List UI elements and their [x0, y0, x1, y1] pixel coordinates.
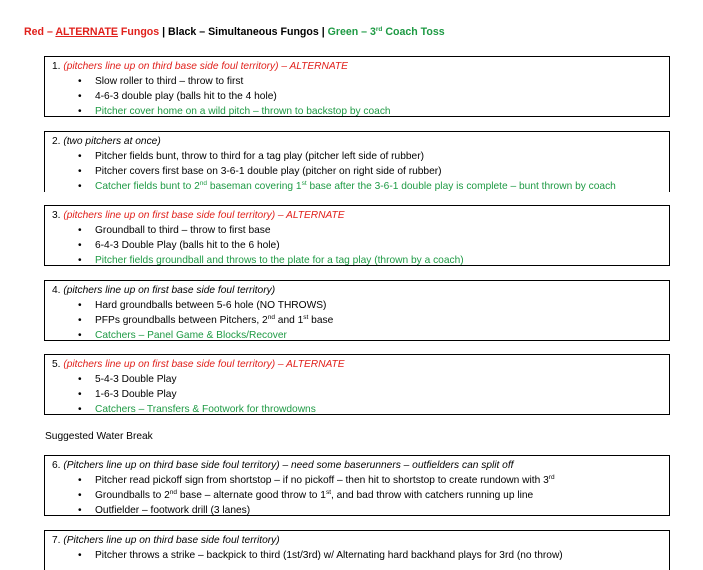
drill-item-text: 6-4-3 Double Play (balls hit to the 6 hole)	[95, 240, 280, 251]
drill-heading	[52, 208, 669, 223]
drill-item-text: and 1	[274, 315, 304, 326]
drill-item-text: baseman covering 1	[207, 181, 302, 192]
drill-item-text: base after the 3-6-1 double play is complete – bunt thrown by coach	[306, 181, 616, 192]
drill-item	[52, 488, 669, 503]
water-break-note: Suggested Water Break	[45, 431, 153, 442]
drill-item	[52, 387, 669, 402]
legend-green-post: Coach Toss	[382, 26, 445, 38]
legend-separator-2: |	[318, 26, 328, 38]
drill-number: 3.	[52, 210, 64, 221]
drill-item-text: Catcher fields bunt to 2	[95, 181, 200, 192]
bullet-icon: •	[78, 240, 82, 251]
legend-red-suffix: Fungos	[117, 26, 160, 38]
bullet-icon: •	[78, 330, 82, 341]
drill-item-list	[52, 74, 669, 117]
drill-item-text: 4-6-3 double play (balls hit to the 4 hole)	[95, 91, 277, 102]
drill-number: 6.	[52, 460, 64, 471]
drill-box-7	[44, 530, 670, 570]
drill-item	[52, 89, 669, 104]
drill-heading	[52, 533, 669, 548]
bullet-icon: •	[78, 91, 82, 102]
drill-box-1	[44, 56, 670, 117]
drill-item	[52, 313, 669, 328]
drill-item	[52, 104, 669, 117]
drill-item-text: 1-6-3 Double Play	[95, 389, 177, 400]
drill-item-text: base	[308, 315, 334, 326]
drill-item	[52, 238, 669, 253]
drill-item-list	[52, 223, 669, 266]
bullet-icon: •	[78, 300, 82, 311]
ordinal-suffix: nd	[199, 180, 207, 187]
ordinal-suffix: st	[301, 180, 307, 187]
drill-item	[52, 503, 669, 516]
drill-item-text: Catchers – Transfers & Footwork for throwdowns	[95, 404, 316, 415]
ordinal-suffix: nd	[169, 489, 177, 496]
bullet-icon: •	[78, 374, 82, 385]
ordinal-suffix: nd	[267, 314, 275, 321]
color-legend	[24, 26, 445, 38]
drill-item	[52, 74, 669, 89]
drill-item-text: 5-4-3 Double Play	[95, 374, 177, 385]
drill-item-text: Slow roller to third – throw to first	[95, 76, 244, 87]
drill-box-3	[44, 205, 670, 266]
drill-number: 1.	[52, 61, 64, 72]
bullet-icon: •	[78, 389, 82, 400]
bullet-icon: •	[78, 225, 82, 236]
drill-item-text: Pitcher throws a strike – backpick to third (1st/3rd) w/ Alternating hard backhand plays for 3rd (no throw)	[95, 550, 563, 561]
drill-item	[52, 298, 669, 313]
drill-item	[52, 253, 669, 266]
drill-item-text: PFPs groundballs between Pitchers, 2	[95, 315, 268, 326]
drill-item-list	[52, 298, 669, 341]
drill-heading-text: (pitchers line up on first base side foul territory)	[63, 285, 276, 296]
drill-item	[52, 548, 669, 563]
drill-heading	[52, 458, 669, 473]
drill-item	[52, 473, 669, 488]
bullet-icon: •	[78, 505, 82, 516]
ordinal-suffix: st	[325, 489, 332, 496]
drill-item-list	[52, 473, 669, 516]
drill-heading-text: (pitchers line up on third base side foul territory) – ALTERNATE	[63, 61, 348, 72]
drill-item	[52, 149, 669, 164]
bullet-icon: •	[78, 106, 82, 117]
drill-heading-text: (two pitchers at once)	[63, 136, 161, 147]
drill-item-text: Pitcher covers first base on 3-6-1 double play (pitcher on right side of rubber)	[95, 166, 442, 177]
bullet-icon: •	[78, 490, 82, 501]
drill-item-text: , and bad throw with catchers running up line	[331, 490, 534, 501]
drill-box-5	[44, 354, 670, 415]
drill-number: 4.	[52, 285, 64, 296]
drill-item-list	[52, 372, 669, 415]
drill-item-text: Outfielder – footwork drill (3 lanes)	[95, 505, 251, 516]
drill-item-text: Pitcher read pickoff sign from shortstop – if no pickoff – then hit to shortstop to create rundown with 3	[95, 475, 549, 486]
drill-box-4	[44, 280, 670, 341]
drill-box-6	[44, 455, 670, 516]
drill-item	[52, 223, 669, 238]
bullet-icon: •	[78, 550, 82, 561]
legend-red-alternate: ALTERNATE	[55, 26, 118, 38]
drill-item	[52, 372, 669, 387]
drill-heading-text: (pitchers line up on first base side foul territory) – ALTERNATE	[63, 359, 345, 370]
drill-number: 5.	[52, 359, 64, 370]
bullet-icon: •	[78, 475, 82, 486]
ordinal-suffix: rd	[548, 474, 555, 481]
drill-heading	[52, 134, 669, 149]
drill-item	[52, 328, 669, 341]
drill-heading	[52, 59, 669, 74]
legend-green-sup: rd	[375, 26, 383, 33]
drill-item-text: base – alternate good throw to 1	[177, 490, 326, 501]
bullet-icon: •	[78, 166, 82, 177]
drill-item	[52, 164, 669, 179]
drill-item-text: Pitcher fields groundball and throws to the plate for a tag play (thrown by a coach)	[95, 255, 464, 266]
drill-item-text: Pitcher fields bunt, throw to third for a tag play (pitcher left side of rubber)	[95, 151, 424, 162]
drill-item-text: Hard groundballs between 5-6 hole (NO THROWS)	[95, 300, 327, 311]
drill-item-text: Pitcher cover home on a wild pitch – thrown to backstop by coach	[95, 106, 391, 117]
bullet-icon: •	[78, 404, 82, 415]
drill-item	[52, 402, 669, 415]
bullet-icon: •	[78, 315, 82, 326]
bullet-icon: •	[78, 255, 82, 266]
drill-item-text: Catchers – Panel Game & Blocks/Recover	[95, 330, 287, 341]
legend-separator-1: |	[159, 26, 169, 38]
bullet-icon: •	[78, 76, 82, 87]
drill-number: 2.	[52, 136, 64, 147]
drill-heading-text: (Pitchers line up on third base side foul territory)	[63, 535, 280, 546]
drill-item-text: Groundballs to 2	[95, 490, 170, 501]
drill-heading	[52, 357, 669, 372]
drill-heading-text: (pitchers line up on first base side foul territory) – ALTERNATE	[63, 210, 345, 221]
drill-heading-text: (Pitchers line up on third base side foul territory) – need some baserunners – outfielders can split off	[63, 460, 514, 471]
bullet-icon: •	[78, 151, 82, 162]
drill-heading	[52, 283, 669, 298]
drill-item-text: Groundball to third – throw to first base	[95, 225, 271, 236]
drill-number: 7.	[52, 535, 64, 546]
bullet-icon: •	[78, 181, 82, 192]
legend-red-prefix: Red –	[24, 26, 56, 38]
drill-item-list	[52, 548, 669, 563]
drill-item	[52, 179, 669, 192]
legend-green-pre: Green – 3	[327, 26, 376, 38]
drill-box-2	[44, 131, 670, 192]
ordinal-suffix: st	[303, 314, 309, 321]
drill-item-list	[52, 149, 669, 192]
legend-black: Black – Simultaneous Fungos	[168, 26, 319, 38]
